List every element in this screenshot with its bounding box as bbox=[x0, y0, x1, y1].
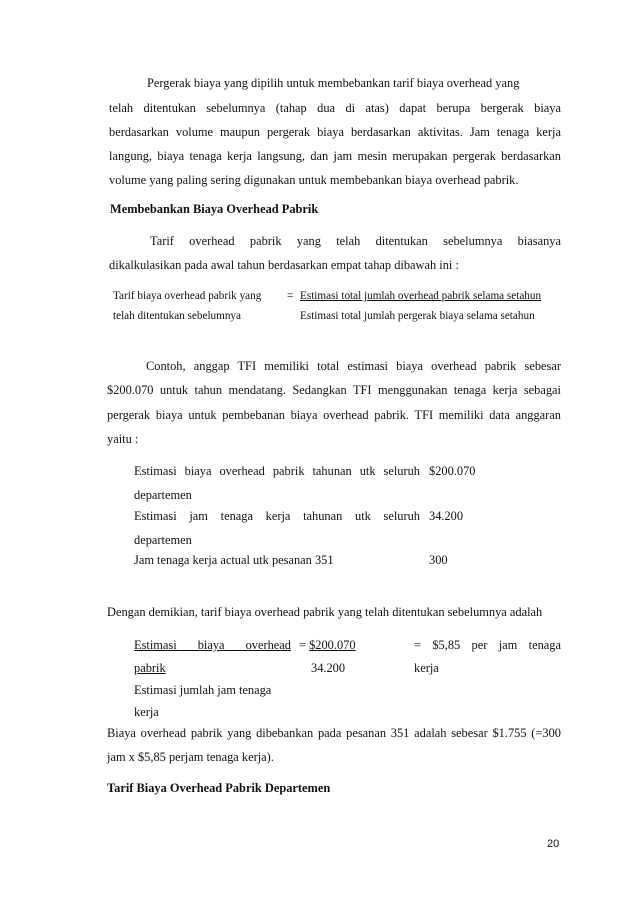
para3-line-1: Contoh, anggap TFI memiliki total estimasi biaya overhead pabrik sebesar bbox=[146, 359, 561, 373]
budget-row-2-label: Estimasi jam tenaga kerja tahunan utk seluruh bbox=[134, 509, 420, 523]
para3-line-2: $200.070 untuk tahun mendatang. Sedangkan TFI menggunakan tenaga kerja sebagai bbox=[107, 383, 561, 397]
para1-line-3: berdasarkan volume maupun pergerak biaya berdasarkan aktivitas. Jam tenaga kerja bbox=[109, 125, 561, 139]
formula1-equals-sign: = bbox=[287, 290, 294, 302]
formula2-mid-line-2: 34.200 bbox=[311, 661, 346, 675]
formula2-right-line-2: kerja bbox=[414, 661, 439, 675]
para2-line-1: Tarif overhead pabrik yang telah ditentukan sebelumnya biasanya bbox=[150, 234, 561, 248]
formula1-denominator: Estimasi total jumlah pergerak biaya selama setahun bbox=[300, 310, 535, 322]
para1-line-1: Pergerak biaya yang dipilih untuk membebankan tarif biaya overhead yang bbox=[147, 76, 520, 90]
para2-line-2: dikalkulasikan pada awal tahun berdasarkan empat tahap dibawah ini : bbox=[109, 258, 459, 272]
budget-row-2-value: 34.200 bbox=[429, 509, 464, 523]
para4-text: Dengan demikian, tarif biaya overhead pabrik yang telah ditentukan sebelumnya adalah bbox=[107, 605, 543, 619]
formula2-mid-value: = $200.070 bbox=[299, 638, 356, 652]
formula2-right-line-1: = $5,85 per jam tenaga bbox=[414, 638, 561, 652]
para1-line-5: volume yang paling sering digunakan untuk membebankan biaya overhead pabrik. bbox=[109, 173, 519, 187]
budget-row-1-label: Estimasi biaya overhead pabrik tahunan utk seluruh bbox=[134, 464, 420, 478]
budget-row-1-label-cont: departemen bbox=[134, 488, 192, 502]
formula1-numerator: Estimasi total jumlah overhead pabrik selama setahun bbox=[300, 290, 542, 302]
formula2-left-line-1: Estimasi biaya overhead bbox=[134, 638, 291, 652]
budget-row-2-label-cont: departemen bbox=[134, 533, 192, 547]
section-heading-tarif-departemen: Tarif Biaya Overhead Pabrik Departemen bbox=[107, 781, 331, 795]
para3-line-4: yaitu : bbox=[107, 432, 139, 446]
formula2-mid-line-1 bbox=[299, 638, 356, 653]
para1-line-2: telah ditentukan sebelumnya (tahap dua di atas) dapat berupa bergerak biaya bbox=[109, 101, 561, 115]
budget-row-1-value: $200.070 bbox=[429, 464, 476, 478]
page-number: 20 bbox=[547, 838, 560, 850]
formula1-label-line-1: Tarif biaya overhead pabrik yang bbox=[113, 290, 262, 302]
formula1-label-line-2: telah ditentukan sebelumnya bbox=[113, 310, 241, 322]
para5-line-2: jam x $5,85 perjam tenaga kerja). bbox=[107, 750, 274, 764]
para5-line-1: Biaya overhead pabrik yang dibebankan pada pesanan 351 adalah sebesar $1.755 (=300 bbox=[107, 726, 561, 740]
formula2-left-line-3: Estimasi jumlah jam tenaga bbox=[134, 683, 272, 697]
section-heading-membebankan: Membebankan Biaya Overhead Pabrik bbox=[110, 202, 319, 216]
formula2-left-line-4: kerja bbox=[134, 705, 159, 719]
formula2-left-line-2: pabrik bbox=[134, 661, 166, 675]
budget-row-3-label: Jam tenaga kerja actual utk pesanan 351 bbox=[134, 553, 334, 567]
budget-row-3-value: 300 bbox=[429, 553, 448, 567]
para1-line-4: langung, biaya tenaga kerja langsung, dan jam mesin merupakan pergerak berdasarkan bbox=[109, 149, 561, 163]
para3-line-3: pergerak biaya untuk pembebanan biaya overhead pabrik. TFI memiliki data anggaran bbox=[107, 408, 561, 422]
